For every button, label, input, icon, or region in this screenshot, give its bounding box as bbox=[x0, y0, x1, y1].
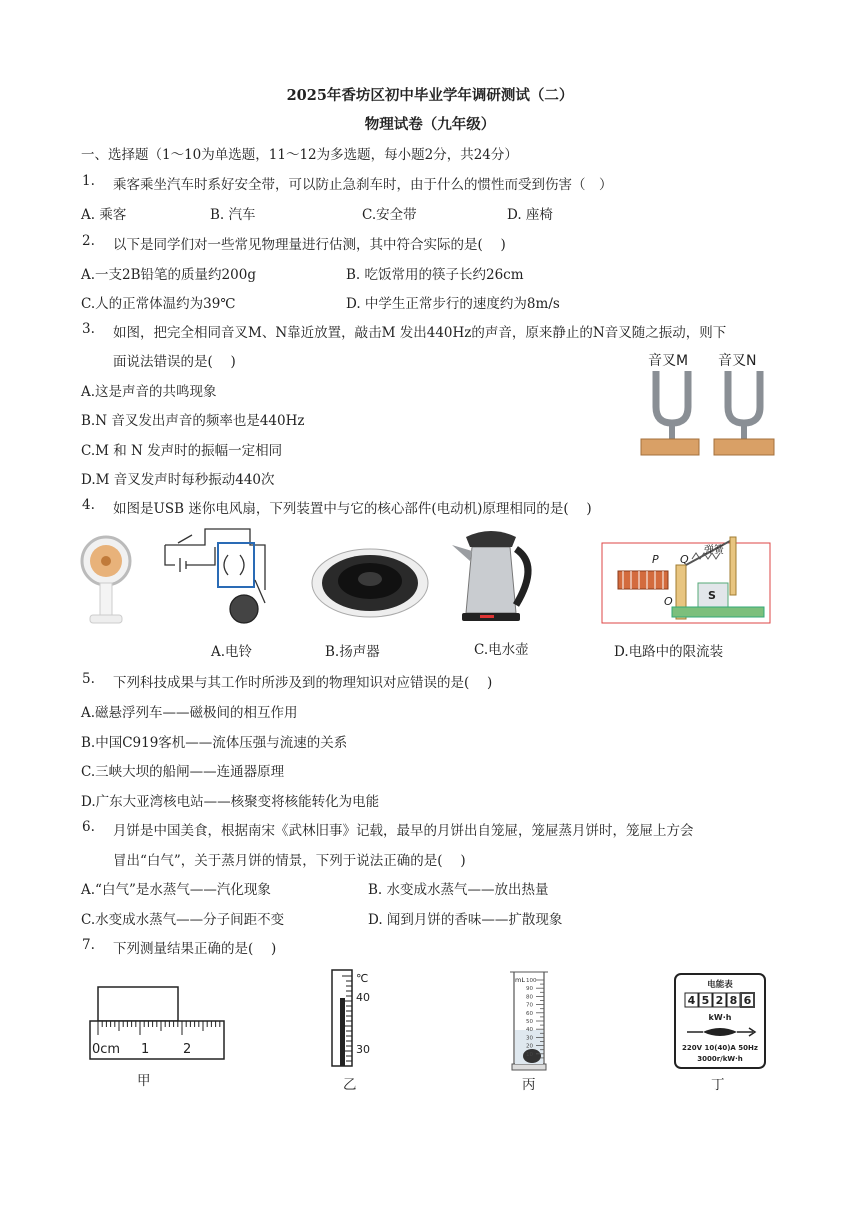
q2-option-a: A.一支2B铅笔的质量约200g bbox=[81, 267, 256, 283]
q3-number: 3. bbox=[82, 321, 95, 337]
section-heading: 一、选择题（1～10为单选题，11～12为多选题，每小题2分，共24分） bbox=[81, 147, 518, 163]
meter-spec-2: 3000r/kW·h bbox=[697, 1055, 743, 1063]
usb-fan-icon bbox=[82, 537, 130, 623]
meter-unit: kW·h bbox=[708, 1013, 732, 1022]
meter-digit-5: 6 bbox=[743, 994, 752, 1007]
cylinder-tick-label: 90 bbox=[526, 986, 533, 993]
q6-stem-line1: 月饼是中国美食，根据南宋《武林旧事》记载，最早的月饼出自笼屉，笼屉蒸月饼时，笼屉上方会 bbox=[113, 823, 694, 839]
speaker-icon bbox=[312, 549, 428, 617]
cylinder-tick-label: 20 bbox=[526, 1043, 533, 1050]
q3-option-d: D.M 音叉发声时每秒振动440次 bbox=[81, 472, 275, 488]
q3-option-c: C.M 和 N 发声时的振幅一定相同 bbox=[81, 443, 283, 459]
meter-digit-3: 2 bbox=[715, 994, 724, 1007]
fork-n-label: 音叉N bbox=[718, 353, 757, 369]
q7-caption-bing: 丙 bbox=[522, 1077, 536, 1093]
q1-option-a: A. 乘客 bbox=[81, 207, 127, 223]
thermo-unit: ℃ bbox=[356, 972, 369, 985]
thermo-tick-30: 30 bbox=[356, 1043, 370, 1056]
ruler-tick-1: 1 bbox=[141, 1042, 150, 1057]
q2-option-c: C.人的正常体温约为39℃ bbox=[81, 296, 236, 312]
label-p: P bbox=[652, 553, 659, 566]
q2-stem: 以下是同学们对一些常见物理量进行估测，其中符合实际的是( ) bbox=[113, 237, 506, 253]
thermometer-liquid bbox=[340, 998, 345, 1066]
thermometer-figure bbox=[328, 968, 384, 1068]
cylinder-tick-label: 70 bbox=[526, 1002, 533, 1009]
q6-option-d: D. 闻到月饼的香味——扩散现象 bbox=[368, 912, 563, 928]
meter-name: 电能表 bbox=[707, 980, 733, 990]
tuning-forks-figure bbox=[636, 345, 786, 463]
q1-option-c: C.安全带 bbox=[362, 207, 417, 223]
electricity-meter-figure bbox=[673, 972, 767, 1070]
q4-caption-d: D.电路中的限流装 bbox=[614, 644, 724, 660]
q5-option-b: B.中国C919客机——流体压强与流速的关系 bbox=[81, 735, 348, 751]
meter-digits bbox=[685, 993, 754, 1007]
cylinder-tick-label: 50 bbox=[526, 1019, 533, 1025]
q4-number: 4. bbox=[82, 497, 95, 513]
current-limiter-diagram bbox=[602, 537, 770, 623]
q1-number: 1. bbox=[82, 173, 95, 189]
meter-digit-1: 4 bbox=[687, 994, 696, 1007]
q3-option-b: B.N 音叉发出声音的频率也是440Hz bbox=[81, 413, 305, 429]
cylinder-tick-label: 80 bbox=[526, 994, 533, 1001]
label-o: O bbox=[664, 595, 673, 608]
q2-number: 2. bbox=[82, 233, 95, 249]
cylinder-tick-label: 100 bbox=[526, 978, 537, 984]
meter-digit-4: 8 bbox=[729, 994, 738, 1007]
exam-title: 2025年香坊区初中毕业学年调研测试（二） bbox=[286, 87, 574, 104]
label-s: S bbox=[708, 589, 716, 602]
label-q: Q bbox=[680, 553, 689, 566]
meter-digit-2: 5 bbox=[701, 994, 710, 1007]
cylinder-tick-label: 10 bbox=[526, 1051, 533, 1058]
q3-option-a: A.这是声音的共鸣现象 bbox=[81, 384, 217, 400]
q6-number: 6. bbox=[82, 819, 95, 835]
exam-subtitle: 物理试卷（九年级） bbox=[364, 116, 496, 133]
q4-caption-a: A.电铃 bbox=[211, 644, 253, 660]
q5-stem: 下列科技成果与其工作时所涉及到的物理知识对应错误的是( ) bbox=[113, 675, 493, 691]
q6-stem-line2: 冒出“白气”，关于蒸月饼的情景，下列于说法正确的是( ) bbox=[113, 853, 466, 869]
q4-figures bbox=[80, 525, 780, 633]
q4-caption-c: C.电水壶 bbox=[474, 642, 529, 658]
q2-option-b: B. 吃饭常用的筷子长约26cm bbox=[346, 267, 524, 283]
q7-caption-yi: 乙 bbox=[343, 1077, 357, 1093]
q7-caption-jia: 甲 bbox=[137, 1073, 151, 1089]
cylinder-tick-label: 60 bbox=[526, 1010, 533, 1017]
q7-caption-ding: 丁 bbox=[711, 1077, 725, 1093]
q1-stem: 乘客乘坐汽车时系好安全带，可以防止急刹车时，由于什么的惯性而受到伤害（ ） bbox=[113, 177, 613, 193]
cylinder-tick-label: 40 bbox=[526, 1027, 533, 1034]
q6-option-c: C.水变成水蒸气——分子间距不变 bbox=[81, 912, 285, 928]
meter-spec-1: 220V 10(40)A 50Hz bbox=[682, 1044, 758, 1052]
cylinder-tick-label: 30 bbox=[526, 1035, 533, 1042]
q4-caption-b: B.扬声器 bbox=[325, 644, 380, 660]
cylinder-unit: mL bbox=[515, 976, 525, 984]
thermo-tick-40: 40 bbox=[356, 991, 370, 1004]
q5-option-c: C.三峡大坝的船闸——连通器原理 bbox=[81, 764, 285, 780]
q5-number: 5. bbox=[82, 671, 95, 687]
label-spring: 弹簧 bbox=[704, 545, 724, 556]
q6-option-a: A.“白气”是水蒸气——汽化现象 bbox=[81, 882, 271, 898]
ruler-tick-0: 0cm bbox=[92, 1042, 121, 1057]
measured-block bbox=[98, 987, 178, 1021]
electric-bell-diagram bbox=[165, 529, 265, 623]
q4-stem: 如图是USB 迷你电风扇，下列装置中与它的核心部件(电动机)原理相同的是( ) bbox=[113, 501, 592, 517]
q7-stem: 下列测量结果正确的是( ) bbox=[113, 941, 277, 957]
q7-number: 7. bbox=[82, 937, 95, 953]
q5-option-d: D.广东大亚湾核电站——核聚变将核能转化为电能 bbox=[81, 794, 380, 810]
q1-option-b: B. 汽车 bbox=[210, 207, 256, 223]
ruler-figure bbox=[88, 985, 228, 1061]
q6-option-b: B. 水变成水蒸气——放出热量 bbox=[368, 882, 549, 898]
q3-stem-line2: 面说法错误的是( ) bbox=[113, 354, 236, 370]
q3-stem-line1: 如图，把完全相同音叉M、N靠近放置，敲击M 发出440Hz的声音，原来静止的N音叉随之振动，则下 bbox=[113, 325, 727, 341]
q5-option-a: A.磁悬浮列车——磁极间的相互作用 bbox=[81, 705, 298, 721]
ruler-tick-2: 2 bbox=[183, 1042, 192, 1057]
fork-n-icon bbox=[714, 371, 774, 455]
q1-option-d: D. 座椅 bbox=[507, 207, 553, 223]
fork-m-label: 音叉M bbox=[648, 353, 689, 369]
fork-m-icon bbox=[641, 371, 699, 455]
q2-option-d: D. 中学生正常步行的速度约为8m/s bbox=[346, 296, 560, 312]
measuring-cylinder-figure bbox=[506, 968, 552, 1072]
electric-kettle-icon bbox=[452, 531, 528, 621]
